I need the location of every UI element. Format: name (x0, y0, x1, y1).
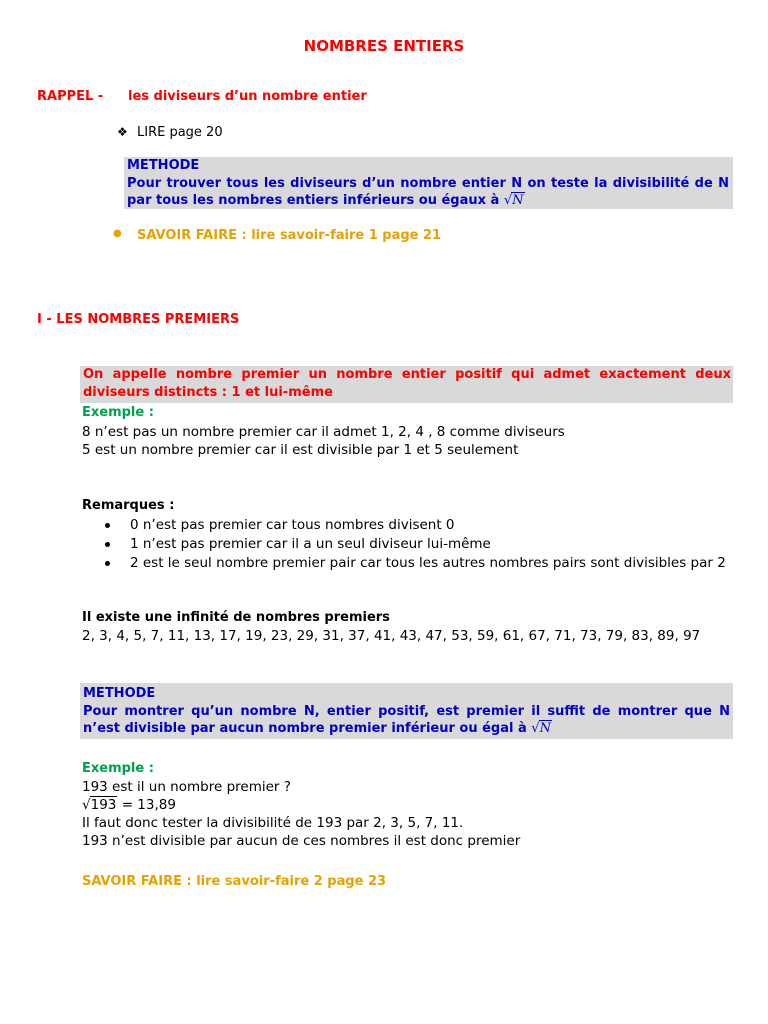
exemple2-sqrt-line (82, 797, 176, 815)
remarques-label: Remarques : (82, 498, 175, 513)
definition-text: On appelle nombre premier un nombre entier positif qui admet exactement deux diviseurs distincts : 1 et lui-même (83, 367, 731, 400)
lire-text: LIRE page 20 (137, 125, 223, 140)
sqrt-193-result: = 13,89 (121, 797, 176, 813)
primes-list: 2, 3, 4, 5, 7, 11, 13, 17, 19, 23, 29, 31, 37, 41, 43, 47, 53, 59, 61, 67, 71, 73, 79, 83, 89, 97 (82, 628, 701, 644)
savoir-faire-2: SAVOIR FAIRE : lire savoir-faire 2 page 23 (82, 874, 387, 889)
bullet-icon: ● (113, 228, 122, 239)
section-heading: I - LES NOMBRES PREMIERS (37, 312, 240, 327)
sqrt-n-2-value: N (539, 721, 551, 736)
list-item: 2 est le seul nombre premier pair car tous les autres nombres pairs sont divisibles par 2 (100, 554, 740, 573)
methode-text-body: Pour trouver tous les diviseurs d’un nombre entier N on teste la divisibilité de N par tous les nombres entiers inférieurs ou égaux à (127, 175, 729, 208)
diamond-bullet-icon: ❖ (117, 125, 128, 139)
exemple-line-1: 8 n’est pas un nombre premier car il admet 1, 2, 4 , 8 comme diviseurs (82, 424, 565, 440)
exemple2-label: Exemple : (82, 761, 154, 776)
methode2-text-body: Pour montrer qu’un nombre N, entier positif, est premier il suffit de montrer que N n’est divisible par aucun nombre premier inférieur ou égal à (83, 703, 730, 736)
page-title: NOMBRES ENTIERS (303, 37, 465, 55)
methode-box (124, 157, 733, 209)
sqrt-n-value: N (512, 193, 524, 208)
infinite-title: Il existe une infinité de nombres premiers (82, 610, 390, 625)
exemple2-question: 193 est il un nombre premier ? (82, 779, 291, 795)
sqrt-n-2: √N (531, 721, 551, 736)
remarques-list (100, 516, 740, 573)
methode-text (124, 175, 733, 210)
exemple-label: Exemple : (82, 405, 154, 420)
definition-box (80, 366, 733, 403)
sqrt-n: √N (503, 193, 524, 208)
sqrt-193: √193 (82, 797, 117, 813)
sqrt-193-value: 193 (90, 797, 117, 813)
exemple-line-2: 5 est un nombre premier car il est divisible par 1 et 5 seulement (82, 442, 519, 458)
methode2-title: METHODE (83, 686, 156, 701)
methode2-box (80, 683, 733, 739)
methode-title: METHODE (127, 158, 200, 173)
list-item: 0 n’est pas premier car tous nombres divisent 0 (100, 516, 740, 535)
savoir-faire-1: SAVOIR FAIRE : lire savoir-faire 1 page 21 (137, 228, 442, 243)
list-item: 1 n’est pas premier car il a un seul diviseur lui-même (100, 535, 740, 554)
rappel-label: RAPPEL - (37, 89, 104, 104)
exemple2-line-4: 193 n’est divisible par aucun de ces nombres il est donc premier (82, 833, 521, 849)
methode2-text (80, 703, 733, 738)
exemple2-line-3: Il faut donc tester la divisibilité de 193 par 2, 3, 5, 7, 11. (82, 815, 464, 831)
rappel-text: les diviseurs d’un nombre entier (128, 89, 367, 104)
